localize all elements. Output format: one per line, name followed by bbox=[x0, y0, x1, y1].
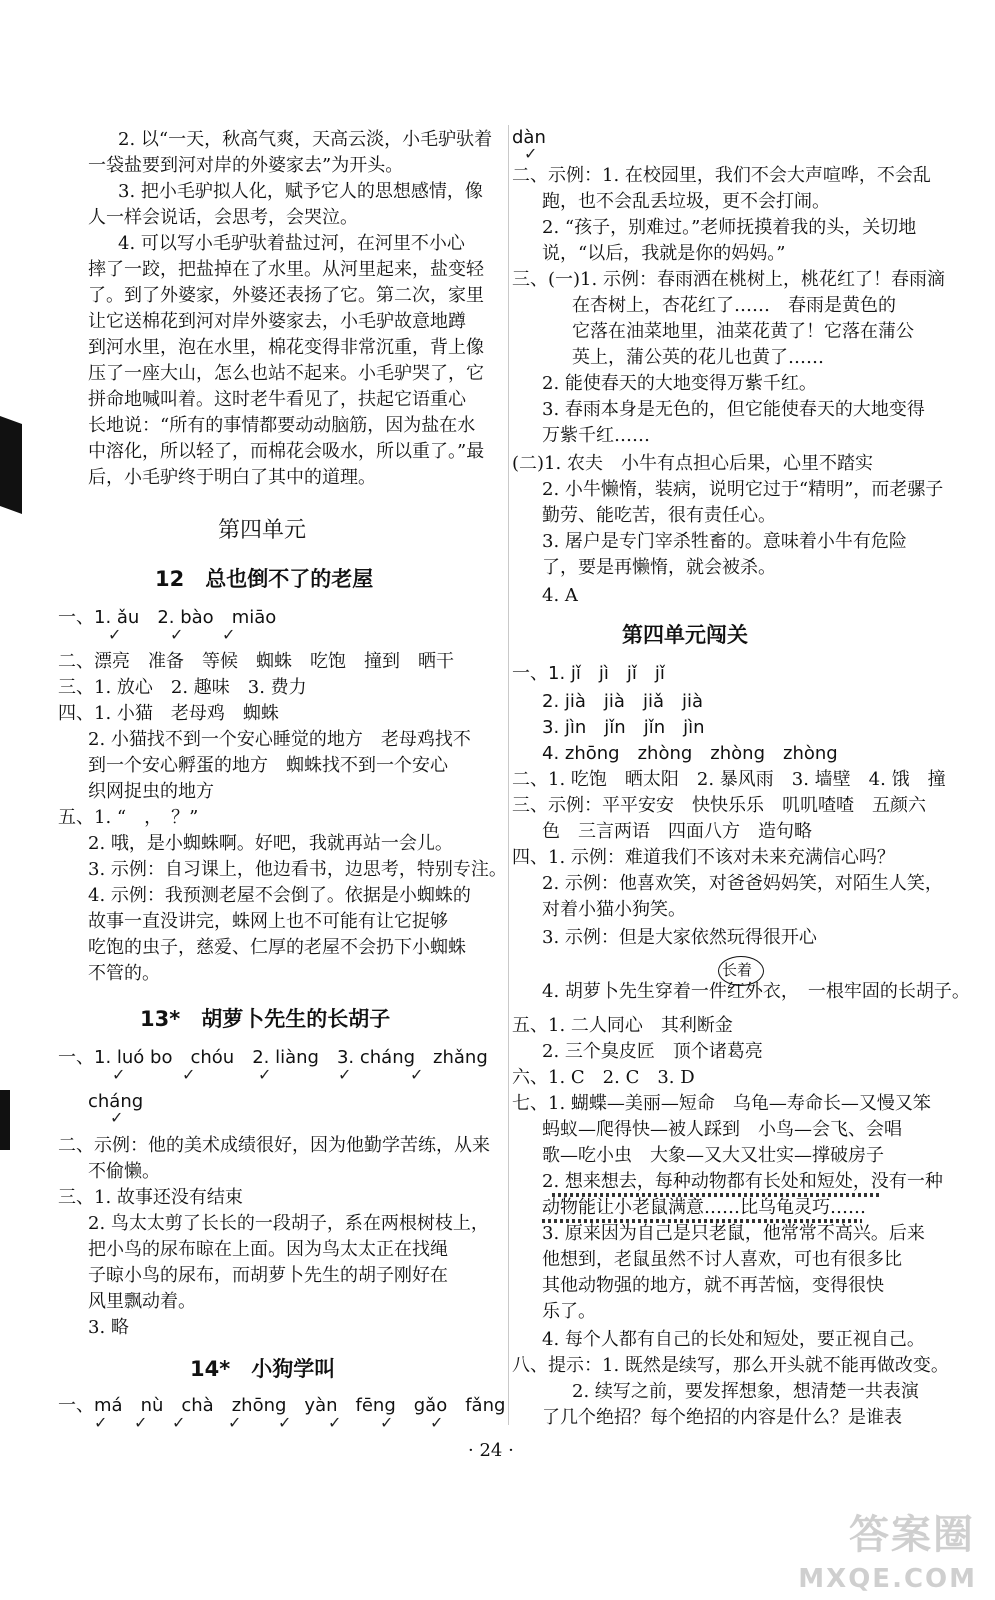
text-line: 了。到了外婆家，外婆还表扬了它。第二次，家里 bbox=[88, 285, 484, 306]
answer-line: cháng bbox=[88, 1091, 144, 1112]
answer-line: 四、1. 示例：难道我们不该对未来充满信心吗？ bbox=[512, 847, 895, 868]
answer-line: 三、(一)1. 示例：春雨洒在桃树上，桃花红了！春雨滴 bbox=[512, 269, 945, 290]
answer-line: 4. 示例：我预测老屋不会倒了。依据是小蜘蛛的 bbox=[88, 885, 471, 906]
check-mark-icon: ✓ bbox=[430, 1413, 444, 1432]
answer-line: 不偷懒。 bbox=[88, 1161, 160, 1182]
answer-line: 万紫千红…… bbox=[542, 425, 650, 446]
answer-line: 4. 每个人都有自己的长处和短处，要正视自己。 bbox=[542, 1329, 925, 1350]
answer-line: 二、漂亮 准备 等候 蜘蛛 吃饱 撞到 晒干 bbox=[58, 651, 454, 672]
text-line: 2. 以“一天，秋高气爽，天高云淡，小毛驴驮着 bbox=[118, 129, 493, 150]
answer-line: 3. 春雨本身是无色的，但它能使春天的大地变得 bbox=[542, 399, 925, 420]
answer-line: 2. 能使春天的大地变得万紫千红。 bbox=[542, 373, 817, 394]
check-mark-icon: ✓ bbox=[410, 1065, 424, 1084]
answer-line: 一、1. luó bo chóu 2. liàng 3. cháng zhǎng bbox=[58, 1047, 488, 1068]
answer-line: 2. 三个臭皮匠 顶个诸葛亮 bbox=[542, 1041, 763, 1062]
answer-line: (二)1. 农夫 小牛有点担心后果，心里不踏实 bbox=[512, 453, 873, 474]
check-mark-icon: ✓ bbox=[182, 1065, 196, 1084]
answer-line: 跑，也不会乱丢垃圾，更不会打闹。 bbox=[542, 191, 830, 212]
insert-note: 长着 bbox=[722, 961, 753, 979]
answer-line: 歌—吃小虫 大象—又大又壮实—撑破房子 bbox=[542, 1145, 884, 1166]
lesson-title: 12 总也倒不了的老屋 bbox=[155, 567, 374, 591]
check-mark-icon: ✓ bbox=[110, 1108, 124, 1127]
answer-line: 故事一直没讲完，蛛网上也不可能有让它捉够 bbox=[88, 911, 448, 932]
scan-smudge bbox=[0, 1090, 10, 1150]
section-title: 第四单元闯关 bbox=[622, 623, 748, 647]
answer-line: 了，要是再懒惰，就会被杀。 bbox=[542, 557, 776, 578]
text-line: 一袋盐要到河对岸的外婆家去”为开头。 bbox=[88, 155, 404, 176]
answer-line: 3. jìn jǐn jǐn jìn bbox=[542, 717, 705, 738]
answer-line: 4. 胡萝卜先生穿着一件红外衣， 一根牢固的长胡子。 bbox=[542, 981, 970, 1002]
check-mark-icon: ✓ bbox=[172, 1413, 186, 1432]
answer-line: 3. 示例：但是大家依然玩得很开心 bbox=[542, 927, 817, 948]
answer-line: 三、1. 放心 2. 趣味 3. 费力 bbox=[58, 677, 307, 698]
answer-line: 五、1. “ ， ？” bbox=[58, 807, 199, 828]
check-mark-icon: ✓ bbox=[258, 1065, 272, 1084]
answer-line: 子晾小鸟的尿布，而胡萝卜先生的胡子刚好在 bbox=[88, 1265, 448, 1286]
text-line: 4. 可以写小毛驴驮着盐过河，在河里不小心 bbox=[118, 233, 465, 254]
answer-line: 七、1. 蝴蝶—美丽—短命 乌龟—寿命长—又慢又笨 bbox=[512, 1093, 931, 1114]
answer-line: 了几个绝招？每个绝招的内容是什么？是谁表 bbox=[542, 1407, 902, 1428]
pinyin-line: dàn bbox=[512, 127, 546, 148]
answer-line: 动物能让小老鼠满意……比乌龟灵巧…… bbox=[542, 1197, 866, 1218]
check-mark-icon: ✓ bbox=[524, 144, 538, 163]
check-mark-icon: ✓ bbox=[112, 1065, 126, 1084]
answer-line: 2. 续写之前，要发挥想象，想清楚一共表演 bbox=[572, 1381, 919, 1402]
check-mark-icon: ✓ bbox=[338, 1065, 352, 1084]
answer-line: 乐了。 bbox=[542, 1301, 596, 1322]
answer-line: 三、示例：平平安安 快快乐乐 叽叽喳喳 五颜六 bbox=[512, 795, 926, 816]
text-line: 压了一座大山，怎么也站不起来。小毛驴哭了，它 bbox=[88, 363, 484, 384]
check-mark-icon: ✓ bbox=[170, 625, 184, 644]
unit-title: 第四单元 bbox=[218, 518, 307, 543]
scan-smudge bbox=[0, 416, 22, 514]
column-divider bbox=[508, 125, 509, 1425]
answer-line: 其他动物强的地方，就不再苦恼，变得很快 bbox=[542, 1275, 884, 1296]
text-line: 到河水里，泡在水里，棉花变得非常沉重，背上像 bbox=[88, 337, 484, 358]
answer-line: 3. 略 bbox=[88, 1317, 129, 1338]
answer-line: 英上，蒲公英的花儿也黄了…… bbox=[572, 347, 824, 368]
answer-line: 说，“以后，我就是你的妈妈。” bbox=[542, 243, 786, 264]
text-line: 人一样会说话，会思考，会哭泣。 bbox=[88, 207, 358, 228]
answer-line: 织网捉虫的地方 bbox=[88, 781, 214, 802]
answer-line: 在杏树上，杏花红了…… 春雨是黄色的 bbox=[572, 295, 896, 316]
text-line: 拼命地喊叫着。这时老牛看见了，扶起它语重心 bbox=[88, 389, 466, 410]
answer-line: 3. 屠户是专门宰杀牲畜的。意味着小牛有危险 bbox=[542, 531, 907, 552]
answer-line: 4. zhōng zhòng zhòng zhòng bbox=[542, 743, 838, 764]
text-line: 3. 把小毛驴拟人化，赋予它人的思想感情，像 bbox=[118, 181, 483, 202]
answer-line: 2. jià jià jiǎ jià bbox=[542, 691, 704, 712]
answer-line: 4. A bbox=[542, 585, 578, 606]
text-line: 长地说：“所有的事情都要动动脑筋，因为盐在水 bbox=[88, 415, 476, 436]
answer-line: 2. 鸟太太剪了长长的一段胡子，系在两根树枝上， bbox=[88, 1213, 489, 1234]
text-line: 后，小毛驴终于明白了其中的道理。 bbox=[88, 467, 376, 488]
answer-line: 2. “孩子，别难过。”老师抚摸着我的头，关切地 bbox=[542, 217, 917, 238]
answer-line: 风里飘动着。 bbox=[88, 1291, 196, 1312]
answer-line: 二、1. 吃饱 晒太阳 2. 暴风雨 3. 墙壁 4. 饿 撞 bbox=[512, 769, 946, 790]
answer-line: 2. 示例：他喜欢笑，对爸爸妈妈笑，对陌生人笑， bbox=[542, 873, 943, 894]
text-line: 摔了一跤，把盐掉在了水里。从河里起来，盐变轻 bbox=[88, 259, 484, 280]
answer-line: 2. 小猫找不到一个安心睡觉的地方 老母鸡找不 bbox=[88, 729, 471, 750]
answer-line: 色 三言两语 四面八方 造句略 bbox=[542, 821, 812, 842]
answer-line: 一、má nù chà zhōng yàn fēng gǎo fǎng bbox=[58, 1395, 506, 1416]
watermark-url: MXQE.COM bbox=[798, 1564, 977, 1594]
answer-line: 他想到，老鼠虽然不讨人喜欢，可也有很多比 bbox=[542, 1249, 902, 1270]
check-mark-icon: ✓ bbox=[108, 625, 122, 644]
answer-line: 3. 示例：自习课上，他边看书，边思考，特别专注。 bbox=[88, 859, 507, 880]
lesson-title: 13* 胡萝卜先生的长胡子 bbox=[140, 1007, 391, 1031]
check-mark-icon: ✓ bbox=[278, 1413, 292, 1432]
answer-line: 把小鸟的尿布晾在上面。因为鸟太太正在找绳 bbox=[88, 1239, 448, 1260]
answer-line: 吃饱的虫子，慈爱、仁厚的老屋不会扔下小蜘蛛 bbox=[88, 937, 466, 958]
check-mark-icon: ✓ bbox=[94, 1413, 108, 1432]
answer-line: 勤劳、能吃苦，很有责任心。 bbox=[542, 505, 776, 526]
answer-line: 六、1. C 2. C 3. D bbox=[512, 1067, 695, 1088]
answer-line: 二、示例：1. 在校园里，我们不会大声喧哗，不会乱 bbox=[512, 165, 931, 186]
watermark-text: 答案圈 bbox=[849, 1512, 975, 1558]
check-mark-icon: ✓ bbox=[134, 1413, 148, 1432]
answer-line: 四、1. 小猫 老母鸡 蜘蛛 bbox=[58, 703, 279, 724]
answer-line: 2. 哦，是小蜘蛛啊。好吧，我就再站一会儿。 bbox=[88, 833, 453, 854]
check-mark-icon: ✓ bbox=[228, 1413, 242, 1432]
answer-line: 五、1. 二人同心 其利断金 bbox=[512, 1015, 733, 1036]
check-mark-icon: ✓ bbox=[222, 625, 236, 644]
check-mark-icon: ✓ bbox=[328, 1413, 342, 1432]
check-mark-icon: ✓ bbox=[380, 1413, 394, 1432]
text-line: 让它送棉花到河对岸外婆家去，小毛驴故意地蹲 bbox=[88, 311, 466, 332]
answer-line: 二、示例：他的美术成绩很好，因为他勤学苦练，从来 bbox=[58, 1135, 490, 1156]
answer-line: 一、1. ǎu 2. bào miāo bbox=[58, 607, 277, 628]
text-line: 中溶化，所以轻了，而棉花会吸水，所以重了。”最 bbox=[88, 441, 485, 462]
answer-line: 它落在油菜地里，油菜花黄了！它落在蒲公 bbox=[572, 321, 914, 342]
answer-line: 蚂蚁—爬得快—被人踩到 小鸟—会飞、会唱 bbox=[542, 1119, 902, 1140]
answer-line: 3. 原来因为自己是只老鼠，他常常不高兴。后来 bbox=[542, 1223, 925, 1244]
answer-line: 不管的。 bbox=[88, 963, 160, 984]
answer-line: 2. 想来想去，每种动物都有长处和短处，没有一种 bbox=[542, 1171, 943, 1192]
answer-line: 到一个安心孵蛋的地方 蜘蛛找不到一个安心 bbox=[88, 755, 448, 776]
answer-line: 一、1. jǐ jì jǐ jǐ bbox=[512, 663, 665, 684]
answer-line: 对着小猫小狗笑。 bbox=[542, 899, 686, 920]
answer-line: 八、提示：1. 既然是续写，那么开头就不能再做改变。 bbox=[512, 1355, 949, 1376]
lesson-title: 14* 小狗学叫 bbox=[190, 1357, 336, 1381]
answer-line: 三、1. 故事还没有结束 bbox=[58, 1187, 243, 1208]
page-number: · 24 · bbox=[468, 1440, 514, 1461]
answer-line: 2. 小牛懒惰，装病，说明它过于“精明”，而老骡子 bbox=[542, 479, 944, 500]
